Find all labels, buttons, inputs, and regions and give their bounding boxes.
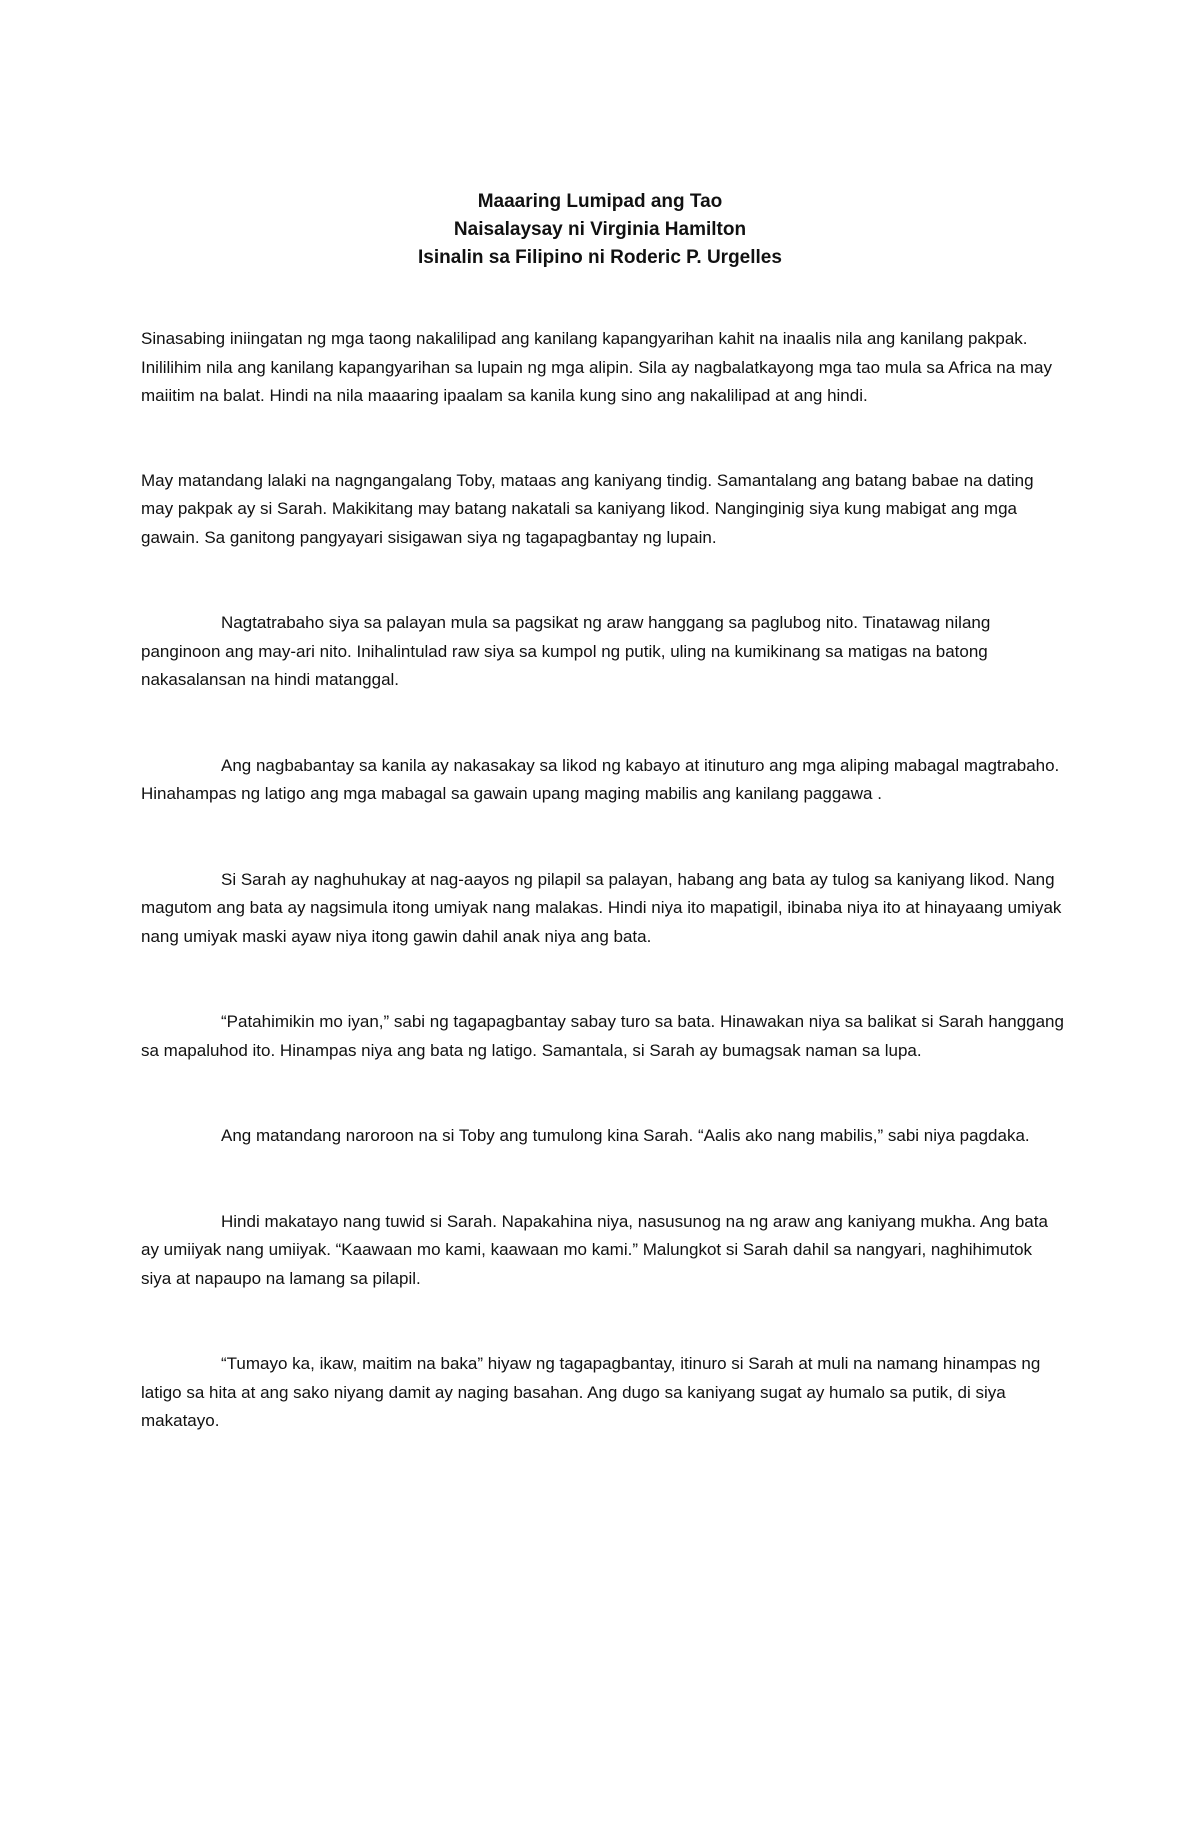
paragraph-8: Hindi makatayo nang tuwid si Sarah. Napakahina niya, nasusunog na ng araw ang kaniyang mukha. Ang bata ay umiiyak nang umiiyak. “Kaawaan mo kami, kaawaan mo kami.” Malungkot si Sarah dahil sa nangyari, naghihimutok siya at napaupo na lamang sa pilapil. [141,1211,1048,1288]
paragraph-4: Ang nagbabantay sa kanila ay nakasakay sa likod ng kabayo at itinuturo ang mga aliping mabagal magtrabaho. Hinahampas ng latigo ang mga mabagal sa gawain upang maging mabilis ang kanilang paggawa . [141,755,1060,803]
story-body [141,325,1066,1436]
paragraph-1: Sinasabing iniingatan ng mga taong nakalilipad ang kanilang kapangyarihan kahit na inaalis nila ang kanilang pakpak. Inililihim nila ang kanilang kapangyarihan sa lupain ng mga alipin. Sila ay nagbalatkayong mga tao mula sa Africa na may maiitim na balat. Hindi na nila maaaring ipaalam sa kanila kung sino ang nakalilipad at ang hindi. [141,329,1052,405]
paragraph-2: May matandang lalaki na nagngangalang Toby, mataas ang kaniyang tindig. Samantalang ang batang babae na dating may pakpak ay si Sarah. Makikitang may batang nakatali sa kaniyang likod. Nanginginig siya kung mabigat ang mga gawain. Sa ganitong pangyayari sisigawan siya ng tagapagbantay ng lupain. [141,470,1034,547]
author-line: Naisalaysay ni Virginia Hamilton [453,219,747,240]
translator-line: Isinalin sa Filipino ni Roderic P. Urgelles [418,247,782,268]
paragraph-3: Nagtatrabaho siya sa palayan mula sa pagsikat ng araw hanggang sa paglubog nito. Tinatawag nilang panginoon ang may-ari nito. Inihalintulad raw siya sa kumpol ng putik, uling na kumikinang sa matigas na batong nakasalansan na hindi matanggal. [141,613,991,689]
paragraph-5: Si Sarah ay naghuhukay at nag-aayos ng pilapil sa palayan, habang ang bata ay tulog sa kaniyang likod. Nang magutom ang bata ay nagsimula itong umiyak nang malakas. Hindi niya ito mapatigil, ibinaba niya ito at hinayaang umiyak nang umiyak maski ayaw niya itong gawin dahil anak niya ang bata. [141,869,1062,946]
paragraph-6: “Patahimikin mo iyan,” sabi ng tagapagbantay sabay turo sa bata. Hinawakan niya sa balikat si Sarah hanggang sa mapaluhod ito. Hinampas niya ang bata ng latigo. Samantala, si Sarah ay bumagsak naman sa lupa. [141,1012,1064,1060]
document-title: Maaaring Lumipad ang Tao [477,191,723,212]
title-block [0,188,1200,272]
paragraph-7: Ang matandang naroroon na si Toby ang tumulong kina Sarah. “Aalis ako nang mabilis,” sabi niya pagdaka. [221,1126,1030,1145]
paragraph-9: “Tumayo ka, ikaw, maitim na baka” hiyaw ng tagapagbantay, itinuro si Sarah at muli na namang hinampas ng latigo sa hita at ang sako niyang damit ay naging basahan. Ang dugo sa kaniyang sugat ay humalo sa putik, di siya makatayo. [141,1354,1041,1430]
